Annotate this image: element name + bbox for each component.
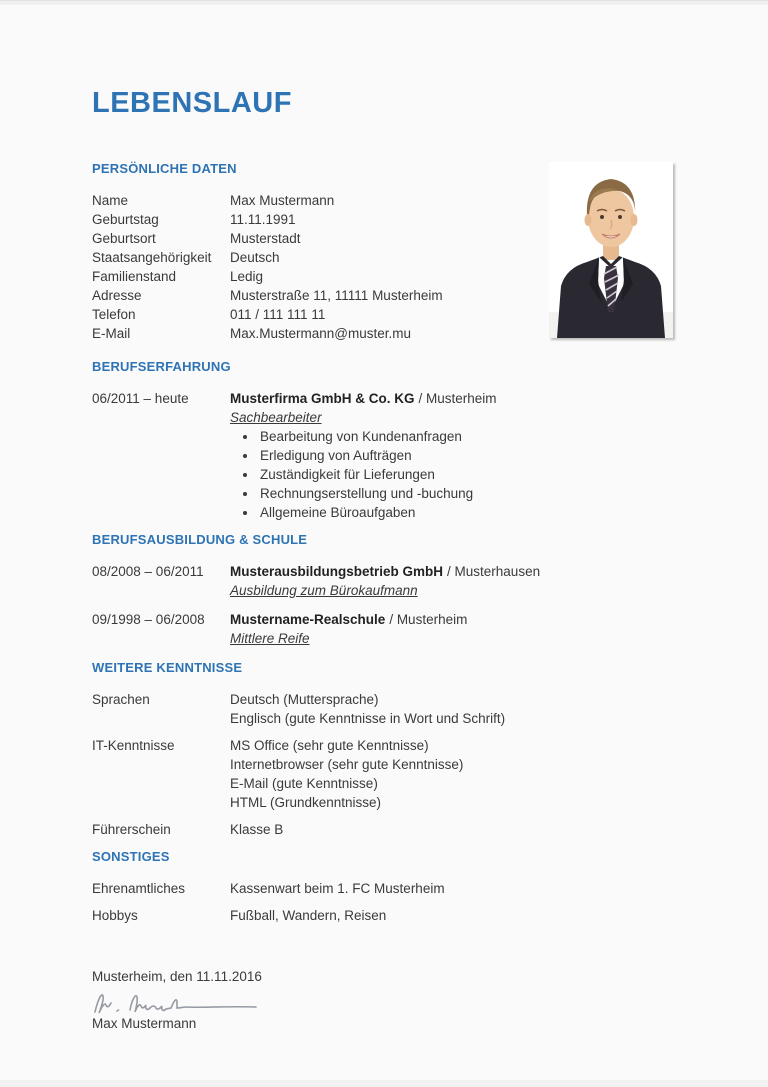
bullet-item: • Allgemeine Büroaufgaben [258,503,680,522]
row-value: 011 / 111 111 11 [230,307,326,322]
education-heading: BERUFSAUSBILDUNG & SCHULE [92,532,308,547]
entry-organization-line [230,562,680,581]
entry-organization: Mustername-Realschule [230,612,386,627]
entry-organization-line [230,610,680,629]
row-lines [230,820,680,839]
row-lines [230,690,680,728]
entry-role: Sachbearbeiter [230,410,322,425]
place-date: Musterheim, den 11.11.2016 [92,969,262,984]
entry-period: 09/1998 – 06/2008 [92,612,205,627]
entry-organization-line [230,389,680,408]
data-row [92,736,680,812]
row-label: Führerschein [92,822,171,837]
timeline-entry [92,389,680,522]
row-label: Hobbys [92,908,138,923]
entry-location: / Musterheim [418,391,497,406]
bullet-item: • Zuständigkeit für Lieferungen [258,465,680,484]
row-line: Fußball, Wandern, Reisen [230,908,387,923]
row-label: Ehrenamtliches [92,881,186,896]
signature-name: Max Mustermann [92,1016,197,1031]
misc-heading: SONSTIGES [92,849,170,864]
row-line: Kassenwart beim 1. FC Musterheim [230,881,445,896]
page-top-edge [0,0,768,5]
entry-period: 06/2011 – heute [92,391,189,406]
timeline-entry [92,610,680,648]
section-education [92,532,680,648]
experience-entries [92,389,680,522]
row-lines [230,879,680,898]
row-value: Musterstraße 11, 11111 Musterheim [230,288,443,303]
skills-rows [92,690,680,839]
section-experience [92,359,680,522]
entry-organization: Musterausbildungsbetrieb GmbH [230,564,444,579]
data-row [92,879,680,898]
portrait-illustration [549,162,673,338]
skills-heading: WEITERE KENNTNISSE [92,660,243,675]
page-title: LEBENSLAUF [92,87,292,119]
data-row [92,906,680,925]
personal-data-heading: PERSÖNLICHE DATEN [92,161,237,176]
section-misc [92,849,680,925]
row-label: Telefon [92,307,136,322]
row-lines [230,906,680,925]
row-label: Adresse [92,288,142,303]
row-label: Familienstand [92,269,177,284]
bullet-item: • Erledigung von Aufträgen [258,446,680,465]
row-label: IT-Kenntnisse [92,738,175,753]
row-line: E-Mail (gute Kenntnisse) [230,776,378,791]
row-line: MS Office (sehr gute Kenntnisse) [230,738,429,753]
row-label: Sprachen [92,692,150,707]
entry-period: 08/2008 – 06/2011 [92,564,204,579]
signature-block [92,967,680,1033]
entry-location: / Musterheim [389,612,468,627]
row-value: Musterstadt [230,231,301,246]
row-value: 11.11.1991 [230,212,296,227]
row-line: Internetbrowser (sehr gute Kenntnisse) [230,757,464,772]
entry-bullets [230,427,680,522]
bullet-item: • Bearbeitung von Kundenanfragen [258,427,680,446]
misc-rows [92,879,680,925]
entry-role: Ausbildung zum Bürokaufmann [230,583,418,598]
data-row [92,820,680,839]
applicant-photo [549,162,673,338]
row-lines [230,736,680,812]
row-value: Max Mustermann [230,193,335,208]
row-label: Name [92,193,129,208]
entry-role: Mittlere Reife [230,631,310,646]
row-line: Deutsch (Muttersprache) [230,692,379,707]
row-line: Klasse B [230,822,284,837]
row-value: Deutsch [230,250,280,265]
education-entries [92,562,680,648]
entry-organization: Musterfirma GmbH & Co. KG [230,391,415,406]
row-value: Max.Mustermann@muster.mu [230,326,412,341]
bullet-item: • Rechnungserstellung und -buchung [258,484,680,503]
entry-location: / Musterhausen [447,564,541,579]
row-label: E-Mail [92,326,131,341]
data-row [92,690,680,728]
row-line: HTML (Grundkenntnisse) [230,795,382,810]
row-value: Ledig [230,269,264,284]
section-skills [92,660,680,839]
experience-heading: BERUFSERFAHRUNG [92,359,231,374]
row-label: Geburtsort [92,231,156,246]
timeline-entry [92,562,680,600]
page-bottom-edge [0,1080,768,1087]
row-label: Staatsangehörigkeit [92,250,212,265]
row-line: Englisch (gute Kenntnisse in Wort und Schrift) [230,711,506,726]
row-label: Geburtstag [92,212,159,227]
